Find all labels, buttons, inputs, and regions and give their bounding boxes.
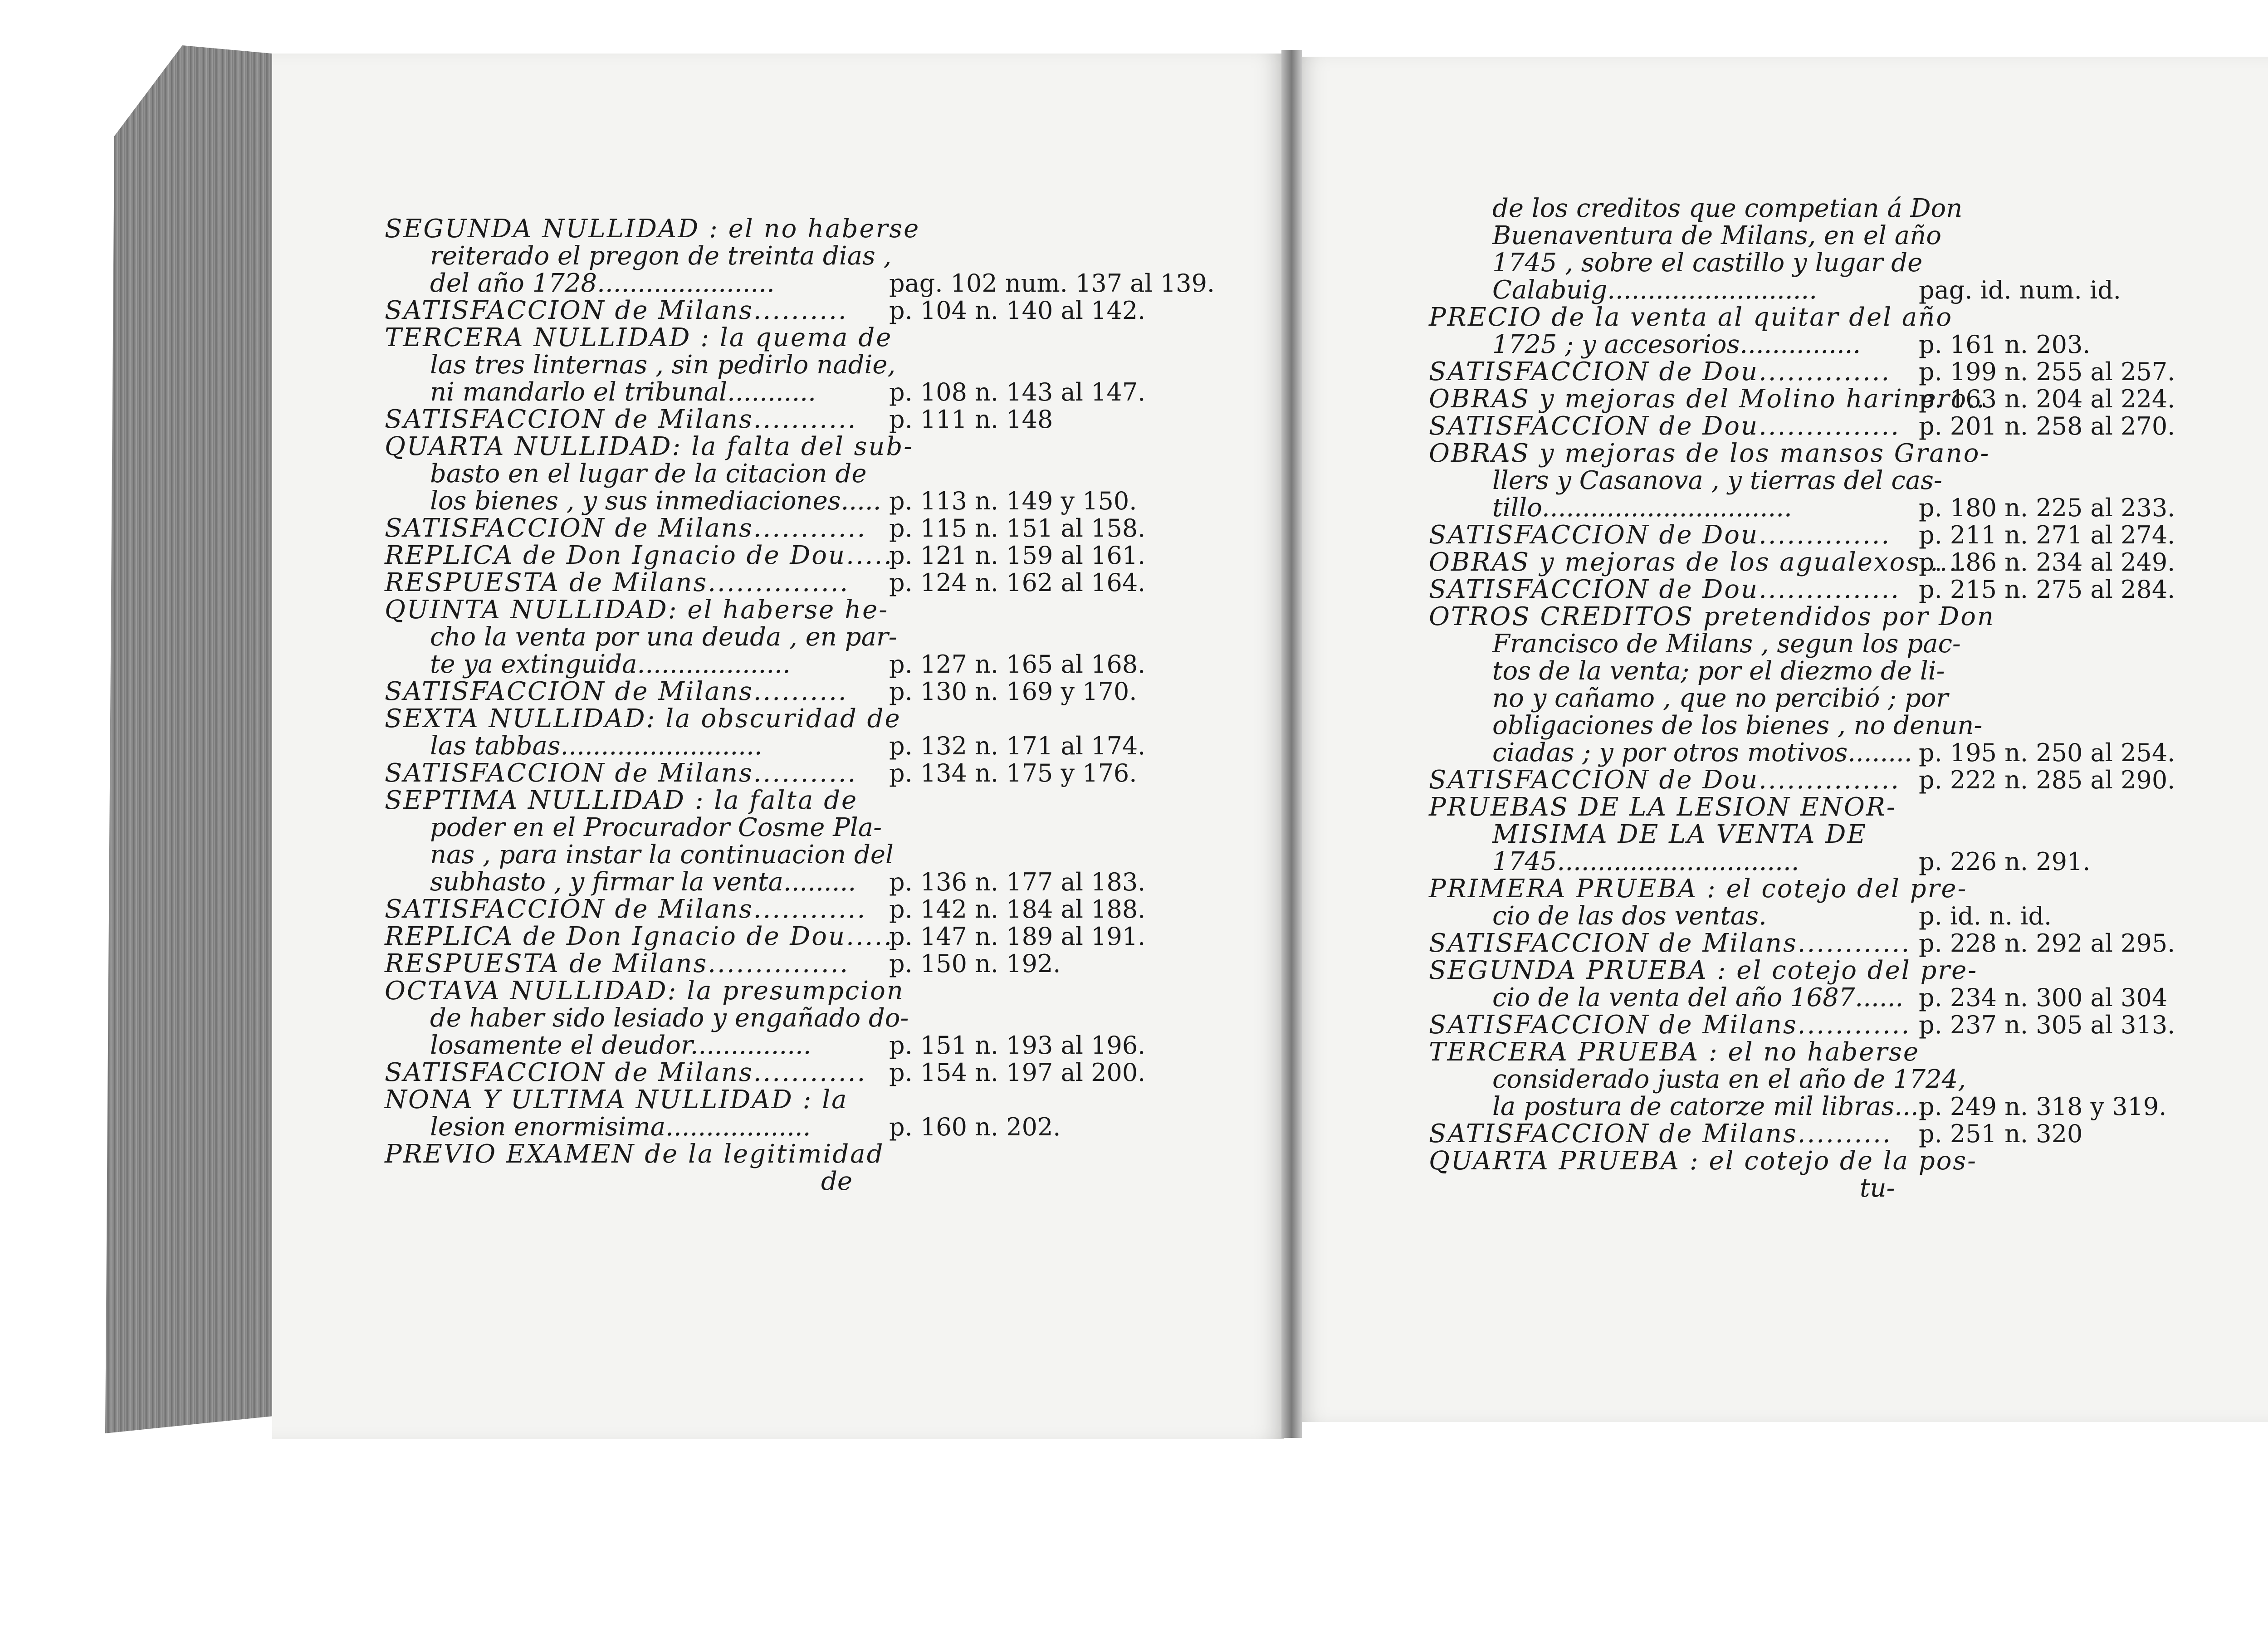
text-line: basto en el lugar de la citacion de xyxy=(430,459,867,489)
text-line: del año 1728...................... xyxy=(430,269,775,298)
text-line: REPLICA de Don Ignacio de Dou..... xyxy=(385,922,894,951)
page-ref: p. 163 n. 204 al 224. xyxy=(1919,385,2175,413)
page-ref: p. 249 n. 318 y 319. xyxy=(1919,1092,2167,1121)
page-ref: p. 195 n. 250 al 254. xyxy=(1919,738,2175,767)
page-ref: p. 161 n. 203. xyxy=(1919,330,2091,359)
text-line: SATISFACCION de Milans............ xyxy=(385,513,867,543)
text-line: 1725 ; y accesorios............... xyxy=(1492,330,1861,359)
text-line: OCTAVA NULLIDAD: la presumpcion xyxy=(385,976,904,1006)
page-ref: p. id. n. id. xyxy=(1919,902,2052,930)
text-line: SATISFACCION de Milans............ xyxy=(385,894,867,924)
page-ref: p. 127 n. 165 al 168. xyxy=(889,650,1146,679)
text-line: ciadas ; y por otros motivos........ xyxy=(1492,738,1912,767)
text-line: cio de la venta del año 1687...... xyxy=(1492,983,1904,1012)
text-line: nas , para instar la continuacion del xyxy=(430,840,894,870)
text-line: SATISFACCION de Milans............ xyxy=(1429,1010,1911,1040)
text-line: poder en el Procurador Cosme Pla- xyxy=(430,813,882,842)
text-line: QUARTA PRUEBA : el cotejo de la pos- xyxy=(1429,1146,1978,1176)
text-line: los bienes , y sus inmediaciones..... xyxy=(430,486,881,516)
text-line: la postura de catorze mil libras.... xyxy=(1492,1092,1927,1121)
page-ref: p. 124 n. 162 al 164. xyxy=(889,568,1146,597)
text-line: considerado justa en el año de 1724, xyxy=(1492,1065,1966,1094)
text-line: las tabbas......................... xyxy=(430,731,763,761)
page-ref: p. 228 n. 292 al 295. xyxy=(1919,929,2175,958)
text-line: reiterado el pregon de treinta dias , xyxy=(430,241,892,271)
page-ref: p. 150 n. 192. xyxy=(889,949,1061,978)
page-ref: p. 121 n. 159 al 161. xyxy=(889,541,1146,570)
page-ref: p. 142 n. 184 al 188. xyxy=(889,895,1146,924)
page-ref: p. 108 n. 143 al 147. xyxy=(889,378,1146,406)
page-ref: p. 147 n. 189 al 191. xyxy=(889,922,1146,951)
text-line: OBRAS y mejoras de los mansos Grano- xyxy=(1429,439,1990,468)
text-line: SATISFACCION de Milans........... xyxy=(385,758,857,788)
text-line: tillo............................... xyxy=(1492,493,1792,523)
text-line: OTROS CREDITOS pretendidos por Don xyxy=(1429,602,1995,631)
text-line: te ya extinguida................... xyxy=(430,650,791,679)
book-gutter xyxy=(1281,50,1302,1438)
text-line: 1745 , sobre el castillo y lugar de xyxy=(1492,248,1923,278)
text-line: no y cañamo , que no percibió ; por xyxy=(1492,684,1949,713)
page-edges xyxy=(105,45,282,1433)
text-line: PRECIO de la venta al quitar del año xyxy=(1429,303,1953,332)
text-line: SATISFACCION de Milans.......... xyxy=(1429,1119,1892,1148)
text-line: NONA Y ULTIMA NULLIDAD : la xyxy=(385,1085,848,1114)
text-line: cho la venta por una deuda , en par- xyxy=(430,622,897,652)
text-line: losamente el deudor............... xyxy=(430,1031,811,1060)
text-line: SATISFACCION de Milans........... xyxy=(385,405,857,434)
text-line: SEPTIMA NULLIDAD : la falta de xyxy=(385,786,858,815)
page-ref: pag. 102 num. 137 al 139. xyxy=(889,269,1215,298)
page-ref: p. 151 n. 193 al 196. xyxy=(889,1031,1146,1060)
text-line: MISIMA DE LA VENTA DE xyxy=(1492,820,1867,849)
text-line: Buenaventura de Milans, en el año xyxy=(1492,221,1941,250)
text-line: RESPUESTA de Milans............... xyxy=(385,568,850,597)
page-ref: p. 130 n. 169 y 170. xyxy=(889,677,1137,706)
text-line: tos de la venta; por el diezmo de li- xyxy=(1492,656,1945,686)
text-line: SATISFACCION de Dou.............. xyxy=(1429,520,1891,550)
text-line: SATISFACCION de Milans............ xyxy=(385,1058,867,1087)
catchword: de xyxy=(821,1167,852,1196)
text-line: QUARTA NULLIDAD: la falta del sub- xyxy=(385,432,914,461)
page-ref: p. 113 n. 149 y 150. xyxy=(889,487,1137,515)
text-line: QUINTA NULLIDAD: el haberse he- xyxy=(385,595,889,625)
text-line: de los creditos que competian á Don xyxy=(1492,194,1963,223)
page-ref: p. 215 n. 275 al 284. xyxy=(1919,575,2175,604)
text-line: TERCERA NULLIDAD : la quema de xyxy=(385,323,893,352)
page-ref: p. 115 n. 151 al 158. xyxy=(889,514,1146,542)
text-line: SEXTA NULLIDAD: la obscuridad de xyxy=(385,704,901,733)
page-ref: p. 199 n. 255 al 257. xyxy=(1919,357,2175,386)
text-line: subhasto , y firmar la venta......... xyxy=(430,867,856,897)
text-line: SATISFACCION de Milans............ xyxy=(1429,929,1911,958)
page-ref: p. 160 n. 202. xyxy=(889,1113,1061,1141)
page-ref: p. 234 n. 300 al 304 xyxy=(1919,983,2168,1012)
page-ref: p. 237 n. 305 al 313. xyxy=(1919,1011,2175,1039)
text-line: obligaciones de los bienes , no denun- xyxy=(1492,711,1983,740)
text-line: Calabuig.......................... xyxy=(1492,275,1818,305)
page-ref: p. 136 n. 177 al 183. xyxy=(889,868,1146,896)
text-line: PREVIO EXAMEN de la legitimidad xyxy=(385,1139,885,1169)
page-ref: p. 154 n. 197 al 200. xyxy=(889,1058,1146,1087)
page-ref: p. 111 n. 148 xyxy=(889,405,1053,434)
page-ref: p. 201 n. 258 al 270. xyxy=(1919,412,2175,440)
text-line: llers y Casanova , y tierras del cas- xyxy=(1492,466,1942,495)
page-ref: p. 226 n. 291. xyxy=(1919,847,2091,876)
page-ref: p. 134 n. 175 y 176. xyxy=(889,759,1137,787)
page-ref: p. 251 n. 320 xyxy=(1919,1119,2083,1148)
page-ref: pag. id. num. id. xyxy=(1919,276,2121,304)
catchword: tu- xyxy=(1860,1173,1895,1203)
page-ref: p. 186 n. 234 al 249. xyxy=(1919,548,2175,577)
page-ref: p. 211 n. 271 al 274. xyxy=(1919,521,2175,549)
text-line: ni mandarlo el tribunal........... xyxy=(430,377,816,407)
text-line: TERCERA PRUEBA : el no haberse xyxy=(1429,1037,1920,1067)
text-line: OBRAS y mejoras del Molino harinero.. xyxy=(1429,384,1986,414)
text-line: 1745.............................. xyxy=(1492,847,1799,876)
text-line: de haber sido lesiado y engañado do- xyxy=(430,1003,909,1033)
text-line: Francisco de Milans , segun los pac- xyxy=(1492,629,1961,659)
text-line: SATISFACCION de Dou............... xyxy=(1429,411,1901,441)
text-line: SATISFACCION de Milans.......... xyxy=(385,296,848,325)
text-line: SATISFACCION de Dou............... xyxy=(1429,765,1901,795)
text-line: SATISFACCION de Dou............... xyxy=(1429,575,1901,604)
text-line: lesion enormisima.................. xyxy=(430,1112,811,1142)
text-line: las tres linternas , sin pedirlo nadie, xyxy=(430,350,896,380)
text-line: PRIMERA PRUEBA : el cotejo del pre- xyxy=(1429,874,1968,904)
text-line: RESPUESTA de Milans............... xyxy=(385,949,850,978)
text-line: SEGUNDA PRUEBA : el cotejo del pre- xyxy=(1429,956,1978,985)
page-ref: p. 132 n. 171 al 174. xyxy=(889,732,1146,760)
text-line: REPLICA de Don Ignacio de Dou..... xyxy=(385,541,894,570)
page-ref: p. 180 n. 225 al 233. xyxy=(1919,494,2175,522)
page-ref: p. 222 n. 285 al 290. xyxy=(1919,766,2175,794)
text-line: cio de las dos ventas. xyxy=(1492,901,1767,931)
text-line: OBRAS y mejoras de los agualexos..... xyxy=(1429,547,1968,577)
text-line: SATISFACCION de Milans.......... xyxy=(385,677,848,706)
text-line: SATISFACCION de Dou.............. xyxy=(1429,357,1891,386)
page-ref: p. 104 n. 140 al 142. xyxy=(889,296,1146,325)
text-line: SEGUNDA NULLIDAD : el no haberse xyxy=(385,214,920,244)
text-line: PRUEBAS DE LA LESION ENOR- xyxy=(1429,792,1897,822)
